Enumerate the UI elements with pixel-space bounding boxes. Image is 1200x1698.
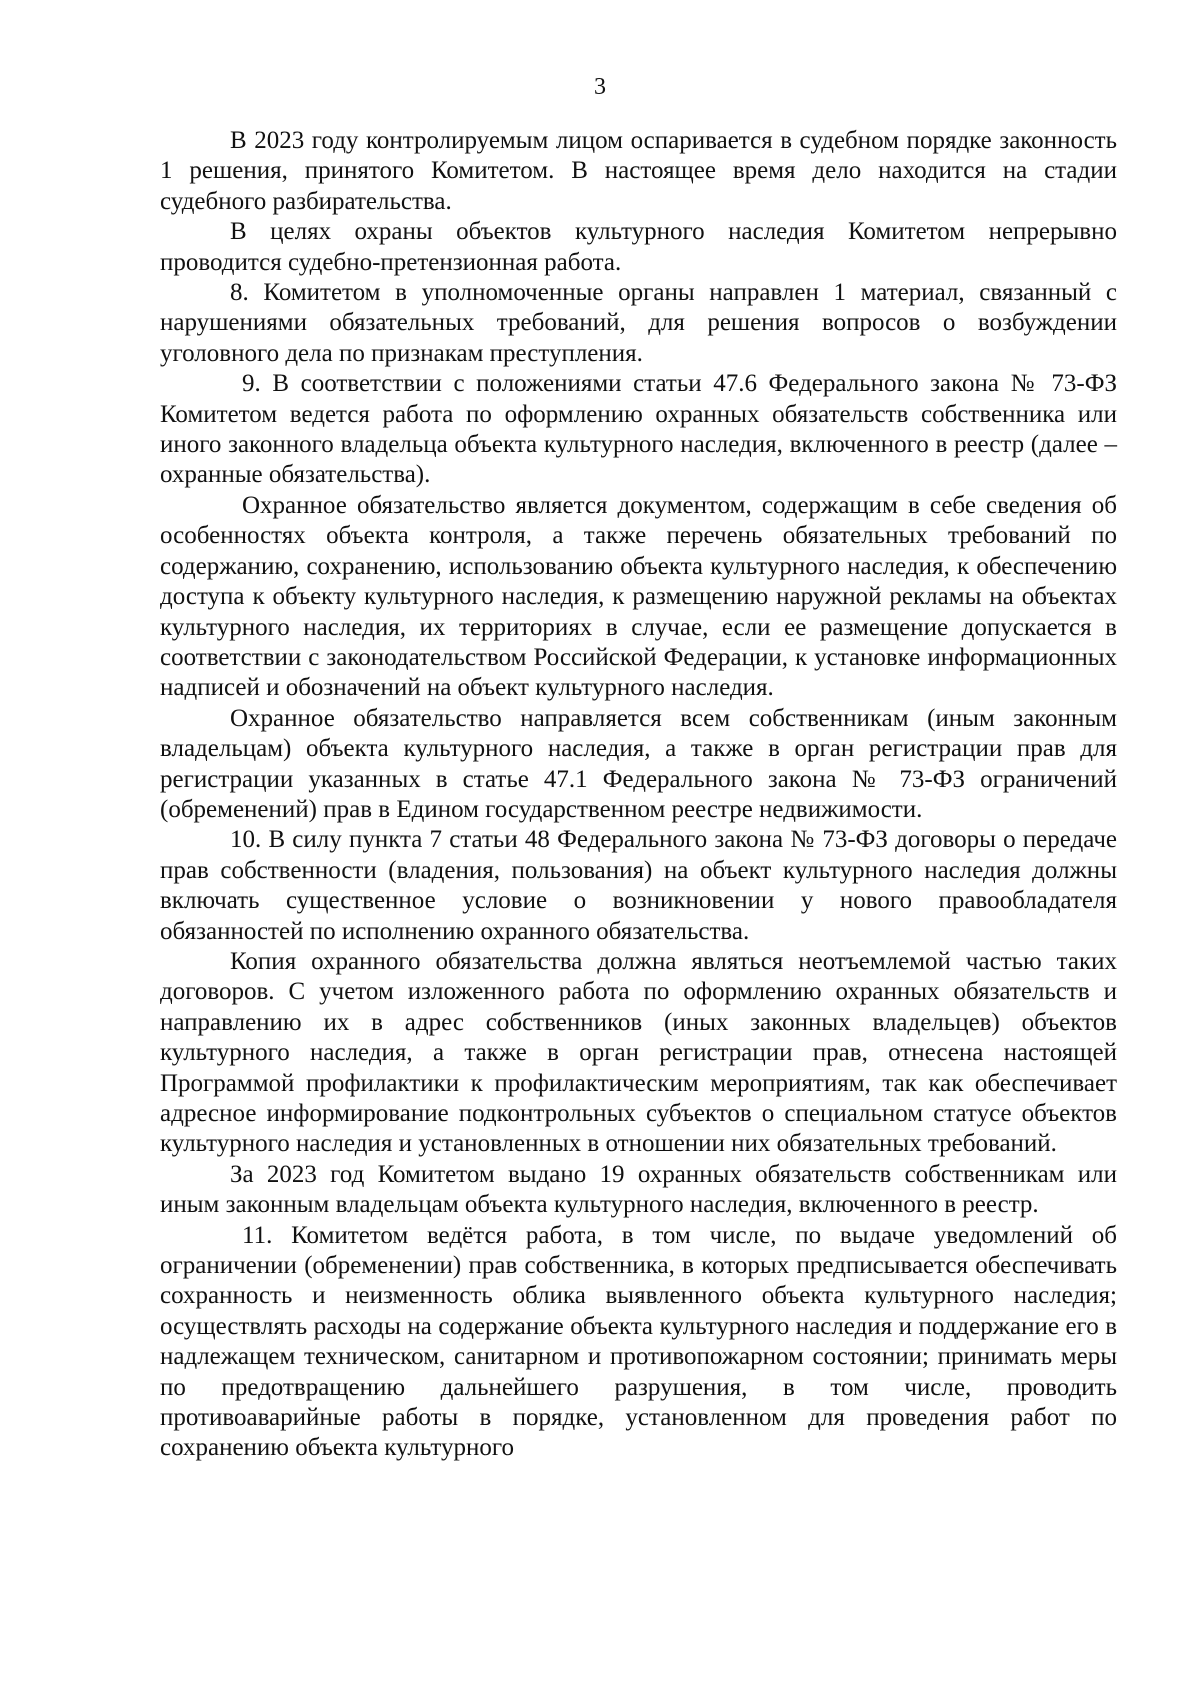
paragraph-item-8: 8. Комитетом в уполномоченные органы направлен 1 материал, связанный с нарушениями обязательных требований, для решения вопросов о возбуждении уголовного дела по признакам преступления. [160, 279, 1117, 367]
paragraph-court-dispute: В 2023 году контролируемым лицом оспаривается в судебном порядке законность 1 решения, принятого Комитетом. В настоящее время дело находится на стадии судебного разбирательства. [160, 127, 1117, 215]
paragraph-item-10: 10. В силу пункта 7 статьи 48 Федерального закона № 73-ФЗ договоры о передаче прав собственности (владения, пользования) на объект культурного наследия должны включать существенное условие о возникновении у нового правообладателя обязанностей по исполнению охранного обязательства. [160, 826, 1117, 945]
paragraph-obligation-copy: Копия охранного обязательства должна являться неотъемлемой частью таких договоров. С учетом изложенного работа по оформлению охранных обязательств и направлению их в адрес собственников (иных законных владельцев) объектов культурного наследия, а также в орган регистрации прав, отнесена настоящей Программой профилактики к профилактическим мероприятиям, так как обеспечивает адресное информирование подконтрольных субъектов о специальном статусе объектов культурного наследия и установленных в отношении них обязательных требований. [160, 947, 1117, 1158]
paragraph-item-9: 9. В соответствии с положениями статьи 47.6 Федерального закона № 73-ФЗ Комитетом ведется работа по оформлению охранных обязательств собственника или иного законного владельца объекта культурного наследия, включенного в реестр (далее – охранные обязательства). [160, 370, 1117, 489]
paragraph-item-11: 11. Комитетом ведётся работа, в том числе, по выдаче уведомлений об ограничении (обременении) прав собственника, в которых предписывается обеспечивать сохранность и неизменность облика выявленного объекта культурного наследия; осуществлять расходы на содержание объекта культурного наследия и поддержание его в надлежащем техническом, санитарном и противопожарном состоянии; принимать меры по предотвращению дальнейшего разрушения, в том числе, проводить противоаварийные работы в порядке, установленном для проведения работ по сохранению объекта культурного [160, 1221, 1117, 1462]
paragraph-obligation-sending: Охранное обязательство направляется всем собственникам (иным законным владельцам) объекта культурного наследия, а также в орган регистрации прав для регистрации указанных в статье 47.1 Федерального закона № 73-ФЗ ограничений (обременений) прав в Едином государственном реестре недвижимости. [160, 704, 1117, 823]
document-body [160, 126, 1117, 1464]
page-number: 3 [594, 74, 606, 100]
paragraph-claims-work: В целях охраны объектов культурного наследия Комитетом непрерывно проводится судебно-претензионная работа. [160, 218, 1117, 276]
paragraph-2023-issued: За 2023 год Комитетом выдано 19 охранных обязательств собственникам или иным законным владельцам объекта культурного наследия, включенного в реестр. [160, 1160, 1117, 1219]
paragraph-obligation-definition: Охранное обязательство является документом, содержащим в себе сведения об особенностях объекта контроля, а также перечень обязательных требований по содержанию, сохранению, использованию объекта культурного наследия, к обеспечению доступа к объекту культурного наследия, к размещению наружной рекламы на объектах культурного наследия, их территориях в случае, если ее размещение допускается в соответствии с законодательством Российской Федерации, к установке информационных надписей и обозначений на объект культурного наследия. [160, 491, 1117, 702]
